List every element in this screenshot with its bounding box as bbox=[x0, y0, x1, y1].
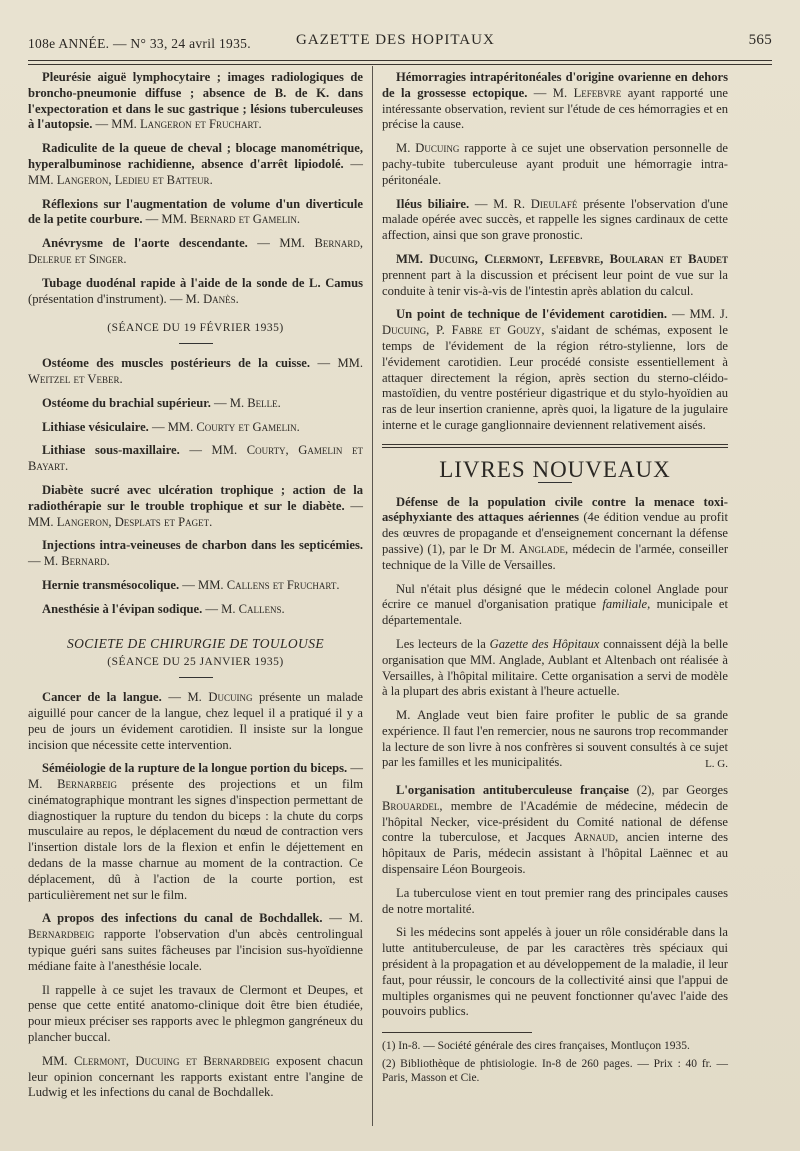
footnote-rule bbox=[382, 1032, 532, 1033]
paragraph-opinions: MM. Clermont, Ducuing et Bernardbeig exposent chacun leur opinion concernant les rapports existant entre l'angine de Ludwig et les infections du canal de Bochdallek. bbox=[28, 1053, 363, 1100]
entry-rupture-biceps: Séméiologie de la rupture de la longue portion du biceps. — M. Bernarbeig présente des projections et un film cinématographique montrant les signes d'inspection permettant de diagnostiquer la rupture du tendon du biceps : la chute du corps musculaire au repos, le déplacement du nœud de contraction vers l'insertion distale lors de la flexion et enfin le déjettement en dedans de la masse charnue au moment de la contraction. Ce déplacement, dû à l'action de la courte portion, est particulièrement net sur le film. bbox=[28, 761, 364, 902]
society-heading: SOCIETE DE CHIRURGIE DE TOULOUSE bbox=[66, 635, 325, 651]
entry-lithiase-sous-maxillaire: Lithiase sous-maxillaire. — MM. Courty, Gamelin et Bayart. bbox=[28, 443, 363, 474]
page-number: 565 bbox=[748, 32, 772, 48]
entry-evidement: Un point de technique de l'évidement carotidien. — MM. J. Ducuing, P. Fabre et Gouzy, s'aidant de schémas, exposent le temps de l'évidement de la région rétro-stylienne, lors de l'évidement carotidien. Leur procédé consiste essentiellement à attaquer directement la région, après section du sterno-cléido-mastoïdien, du ventre postérieur digastrique et du stylo-hyoïdien au ras de leur insertion cranienne, après quoi, la ligature de la jugulaire interne et le curage ganglionnaire deviennent relativement aisés. bbox=[382, 307, 729, 432]
left-column bbox=[28, 70, 363, 1109]
entry-diabete: Diabète sucré avec ulcération trophique ; action de la radiothérapie sur le trouble trophique et sur le diabète. — MM. Langeron, Desplats et Paget. bbox=[28, 482, 363, 529]
entry-ileus: Iléus biliaire. — M. R. Dieulafé présente l'observation d'une malade opérée avec succès, et rappelle les signes cardinaux de cette affection, ainsi que son grave pronostic. bbox=[382, 196, 728, 243]
section-rule-thin bbox=[382, 447, 728, 448]
section-rule bbox=[382, 444, 728, 445]
entry-anevrysme: Anévrysme de l'aorte descendante. — MM. Bernard, Delerue et Singer. bbox=[28, 236, 363, 266]
entry-hemorragies: Hémorragies intrapéritonéales d'origine ovarienne en dehors de la grossesse ectopique. — M. Lefebvre ayant rapporté une intéressante observation, revient sur l'étude de ces hémorragies et en précise la cause. bbox=[382, 70, 728, 132]
paragraph-anglade: Nul n'était plus désigné que le médecin colonel Anglade pour écrire ce manuel d'organisation pratique familiale, municipale et départementale. bbox=[382, 581, 728, 628]
entry-tubage: Tubage duodénal rapide à l'aide de la sonde de L. Camus (présentation d'instrument). — M. Danès. bbox=[28, 275, 363, 306]
page-header bbox=[28, 30, 772, 56]
signature: L. G. bbox=[705, 758, 728, 771]
separator-dash bbox=[179, 343, 213, 344]
book-defense: Défense de la population civile contre la menace toxi-aséphyxiante des attaques aériennes (4e édition vendue au profit des œuvres de propagande et d'enseignement concernant la défense passive) (1), par le Dr M. Anglade, médecin de l'armée, conseiller technique de la Ville de Versailles. bbox=[382, 494, 729, 572]
paragraph-lecteurs: Les lecteurs de la Gazette des Hôpitaux connaissent déjà la belle organisation que MM. Anglade, Aublant et Altenbach ont réalisée à Versailles, à l'hôpital militaire. Cette organisation a servi de modèle à la plupart des abris existant à l'heure actuelle. bbox=[382, 636, 728, 699]
issue-info: 108e ANNÉE. — N° 33, 24 avril 1935. bbox=[28, 36, 251, 51]
book-antituberculeuse: L'organisation antituberculeuse française (2), par Georges Brouardel, membre de l'Académie de médecine, médecin de l'hôpital Necker, vice-président du Comité national de défense contre la tuberculose, et Jacques Arnaud, ancien interne des hôpitaux de Paris, médecin assistant à l'hôpital Laënnec et au dispensaire Léon Bourgeois. bbox=[382, 783, 728, 877]
right-column bbox=[382, 70, 728, 1089]
section-title-livres: LIVRES NOUVEAUX bbox=[439, 456, 671, 482]
header-rule-thin bbox=[28, 64, 772, 65]
footnote-1: (1) In-8. — Société générale des cires françaises, Montluçon 1935. bbox=[382, 1040, 690, 1053]
separator-dash bbox=[179, 677, 213, 678]
paragraph-rappel: Il rappelle à ce sujet les travaux de Clermont et Deupes, et pense que cette entité anatomo-clinique doit être bien étudiée, pour mieux préciser ses rapports avec le phlegmon gangréneux du plancher buccal. bbox=[28, 982, 363, 1045]
paragraph-discussion: MM. Ducuing, Clermont, Lefebvre, Boularan et Baudet prennent part à la discussion et précisent leur point de vue sur la conduite à tenir vis-à-vis de l'intestin après ablation du calcul. bbox=[382, 251, 728, 298]
journal-title: GAZETTE DES HOPITAUX bbox=[296, 32, 495, 48]
paragraph-tuberculose: La tuberculose vient en tout premier rang des principales causes de notre mortalité. bbox=[382, 885, 728, 916]
column-separator bbox=[372, 66, 373, 1126]
entry-bochdallek: A propos des infections du canal de Bochdallek. — M. Bernardbeig rapporte l'observation d'un abcès centrolingual typique guéri sans suites fâcheuses par l'incision sus-hyoïdienne médiane faite à l'anesthésie locale. bbox=[28, 911, 363, 973]
entry-injections: Injections intra-veineuses de charbon dans les septicémies. — M. Bernard. bbox=[28, 538, 363, 569]
seance-heading-1: (SÉANCE DU 19 FÉVRIER 1935) bbox=[107, 322, 284, 335]
footnote-2: (2) Bibliothèque de phtisiologie. In-8 de 260 pages. — Prix : 40 fr. — Paris, Masson et Cie. bbox=[382, 1058, 728, 1085]
seance-heading-2: (SÉANCE DU 25 JANVIER 1935) bbox=[107, 656, 284, 669]
entry-radiculite: Radiculite de la queue de cheval ; blocage manométrique, hyperalbuminose rachidienne, absence d'arrêt lipiodolé. — MM. Langeron, Ledieu et Batteur. bbox=[28, 141, 363, 187]
paragraph-pachy-tubite: M. Ducuing rapporte à ce sujet une observation personnelle de pachy-tubite tuberculeuse ayant produit une hémorragie intra-péritonéale. bbox=[382, 141, 729, 187]
entry-pleuresie: Pleurésie aiguë lymphocytaire ; images radiologiques de broncho-pneumonie diffuse ; absence de B. de K. dans l'expectoration et dans le suc gastrique ; lésions tuberculeuses à l'autopsie. — MM. Langeron et Fruchart. bbox=[28, 70, 363, 132]
entry-anesthesie: Anesthésie à l'évipan sodique. — M. Callens. bbox=[42, 601, 285, 616]
header-rule bbox=[28, 60, 772, 61]
entry-cancer-langue: Cancer de la langue. — M. Ducuing présente un malade aiguillé pour cancer de la langue, chez lequel il a pratiqué il y a peu de jours un évidement carotidien. Il insiste sur la longue incision que nécessite cette intervention. bbox=[28, 690, 363, 752]
entry-diverticule: Réflexions sur l'augmentation de volume d'un diverticule de la petite courbure. — MM. Bernard et Gamelin. bbox=[28, 196, 363, 227]
entry-osteome-cuisse: Ostéome des muscles postérieurs de la cuisse. — MM. Weitzel et Veber. bbox=[28, 356, 364, 386]
entry-lithiase-vesiculaire: Lithiase vésiculaire. — MM. Courty et Gamelin. bbox=[42, 419, 300, 434]
entry-osteome-brachial: Ostéome du brachial supérieur. — M. Belle. bbox=[42, 395, 281, 410]
paragraph-medecins: Si les médecins sont appelés à jouer un rôle considérable dans la lutte antituberculeuse, de par les caractères très spéciaux qui président à la propagation et au développement de la maladie, il leur faut, pour réussir, le concours de la collectivité ainsi que l'appui de multiples organismes qui ne peuvent fonctionner qu'avec l'aide des pouvoirs publics. bbox=[382, 925, 728, 1019]
entry-hernie: Hernie transmésocolique. — MM. Callens et Fruchart. bbox=[42, 577, 340, 592]
paragraph-experience: M. Anglade veut bien faire profiter le public de sa grande expérience. Il faut l'en remercier, nous ne saurons trop recommander la lecture de son livre à nos confrères si souvent consultés à ce sujet par les familles et les municipalités. bbox=[382, 708, 728, 770]
